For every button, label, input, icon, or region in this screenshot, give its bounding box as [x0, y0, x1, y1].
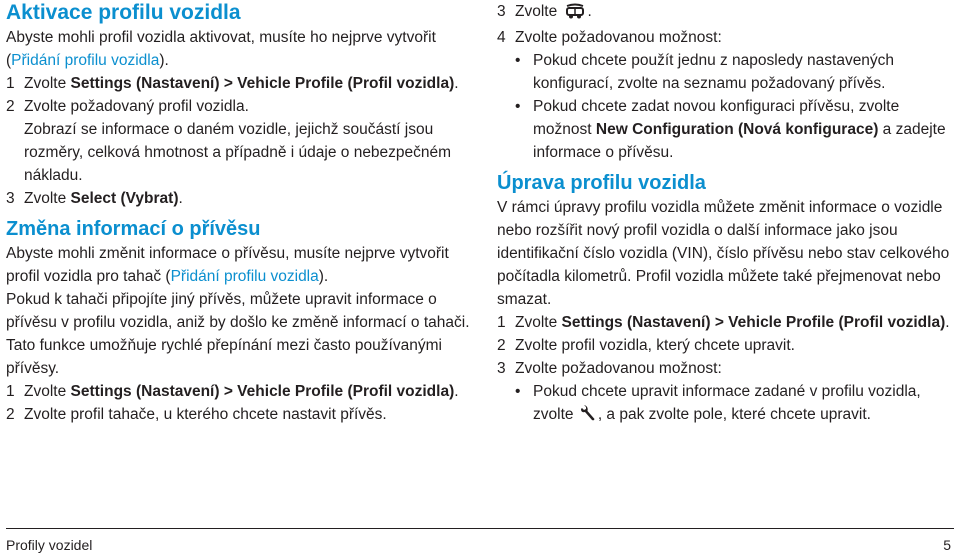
link-add-vehicle-profile-2[interactable]: Přidání profilu vozidla [170, 268, 319, 285]
edit-step-1: 1 Zvolte Settings (Nastavení) > Vehicle Profile (Profil vozidla). [497, 314, 950, 331]
page-number: 5 [943, 537, 951, 553]
list-item: • Pokud chcete zadat novou konfiguraci přívěsu, zvolte možnost New Configuration (Nová konfigurace) a zadejte informace o přívěsu. [515, 98, 946, 161]
heading-edit-profile: Úprava profilu vozidla [497, 172, 706, 194]
trailer-intro: Abyste mohli změnit informace o přívěsu, musíte nejprve vytvořit profil vozidla pro tahač (Přidání profilu vozidla). [6, 245, 449, 285]
trailer-step-4: 4 Zvolte požadovanou možnost: [497, 29, 722, 46]
list-item: • Pokud chcete použít jednu z naposledy nastavených konfigurací, zvolte na seznamu požadovaný přívěs. [515, 52, 895, 92]
new-configuration-option: New Configuration (Nová konfigurace) [595, 121, 879, 138]
page-footer [6, 528, 954, 553]
heading-trailer: Změna informací o přívěsu [6, 218, 261, 240]
activation-step-3: 3 Zvolte Select (Vybrat). [6, 190, 183, 207]
list-item: • Pokud chcete upravit informace zadané v profilu vozidla, zvolte , a pak zvolte pole, které chcete upravit. [515, 380, 957, 429]
activation-step-2: 2 Zvolte požadovaný profil vozidla. [6, 98, 249, 115]
edit-step-3: 3 Zvolte požadovanou možnost: [497, 360, 722, 377]
trailer-step-3: 3 Zvolte . [497, 0, 957, 26]
menu-path: Settings (Nastavení) > Vehicle Profile (Profil vozidla) [561, 314, 946, 331]
truck-trailer-icon [564, 3, 586, 26]
edit-step-2: 2 Zvolte profil vozidla, který chcete upravit. [497, 337, 795, 354]
trailer-step-2: 2 Zvolte profil tahače, u kterého chcete nastavit přívěs. [6, 406, 387, 423]
footer-section: Profily vozidel [6, 537, 93, 553]
activation-step-1: 1 Zvolte Settings (Nastavení) > Vehicle Profile (Profil vozidla). [6, 75, 459, 92]
trailer-step-1: 1 Zvolte Settings (Nastavení) > Vehicle Profile (Profil vozidla). [6, 383, 459, 400]
heading-activation: Aktivace profilu vozidla [6, 1, 241, 24]
right-column [497, 0, 957, 429]
link-add-vehicle-profile[interactable]: Přidání profilu vozidla [11, 52, 160, 69]
menu-path: Settings (Nastavení) > Vehicle Profile (Profil vozidla) [70, 75, 455, 92]
activation-intro: Abyste mohli profil vozidla aktivovat, musíte ho nejprve vytvořit (Přidání profilu vozidla). [6, 29, 436, 69]
select-option: Select (Vybrat) [70, 190, 179, 207]
menu-path: Settings (Nastavení) > Vehicle Profile (Profil vozidla) [70, 383, 455, 400]
left-column [6, 0, 476, 426]
edit-description: V rámci úpravy profilu vozidla můžete změnit informace o vozidle nebo rozšířit nový profil vozidla o další informace jako jsou identifikační číslo vozidla (VIN), číslo přívěsu nebo stav celkového počítadla kilometrů. Profil vozidla můžete také přejmenovat nebo smazat. [497, 199, 950, 308]
trailer-description: Pokud k tahači připojíte jiný přívěs, můžete upravit informace o přívěsu v profilu vozidla, aniž by došlo ke změně informací o tahači. Tato funkce umožňuje rychlé přepínání mezi často používanými přívěsy. [6, 291, 470, 377]
wrench-icon [580, 404, 596, 429]
activation-step-2-detail: Zobrazí se informace o daném vozidle, jejichž součástí jsou rozměry, celková hmotnost a případně i údaje o nebezpečném nákladu. [24, 121, 452, 184]
